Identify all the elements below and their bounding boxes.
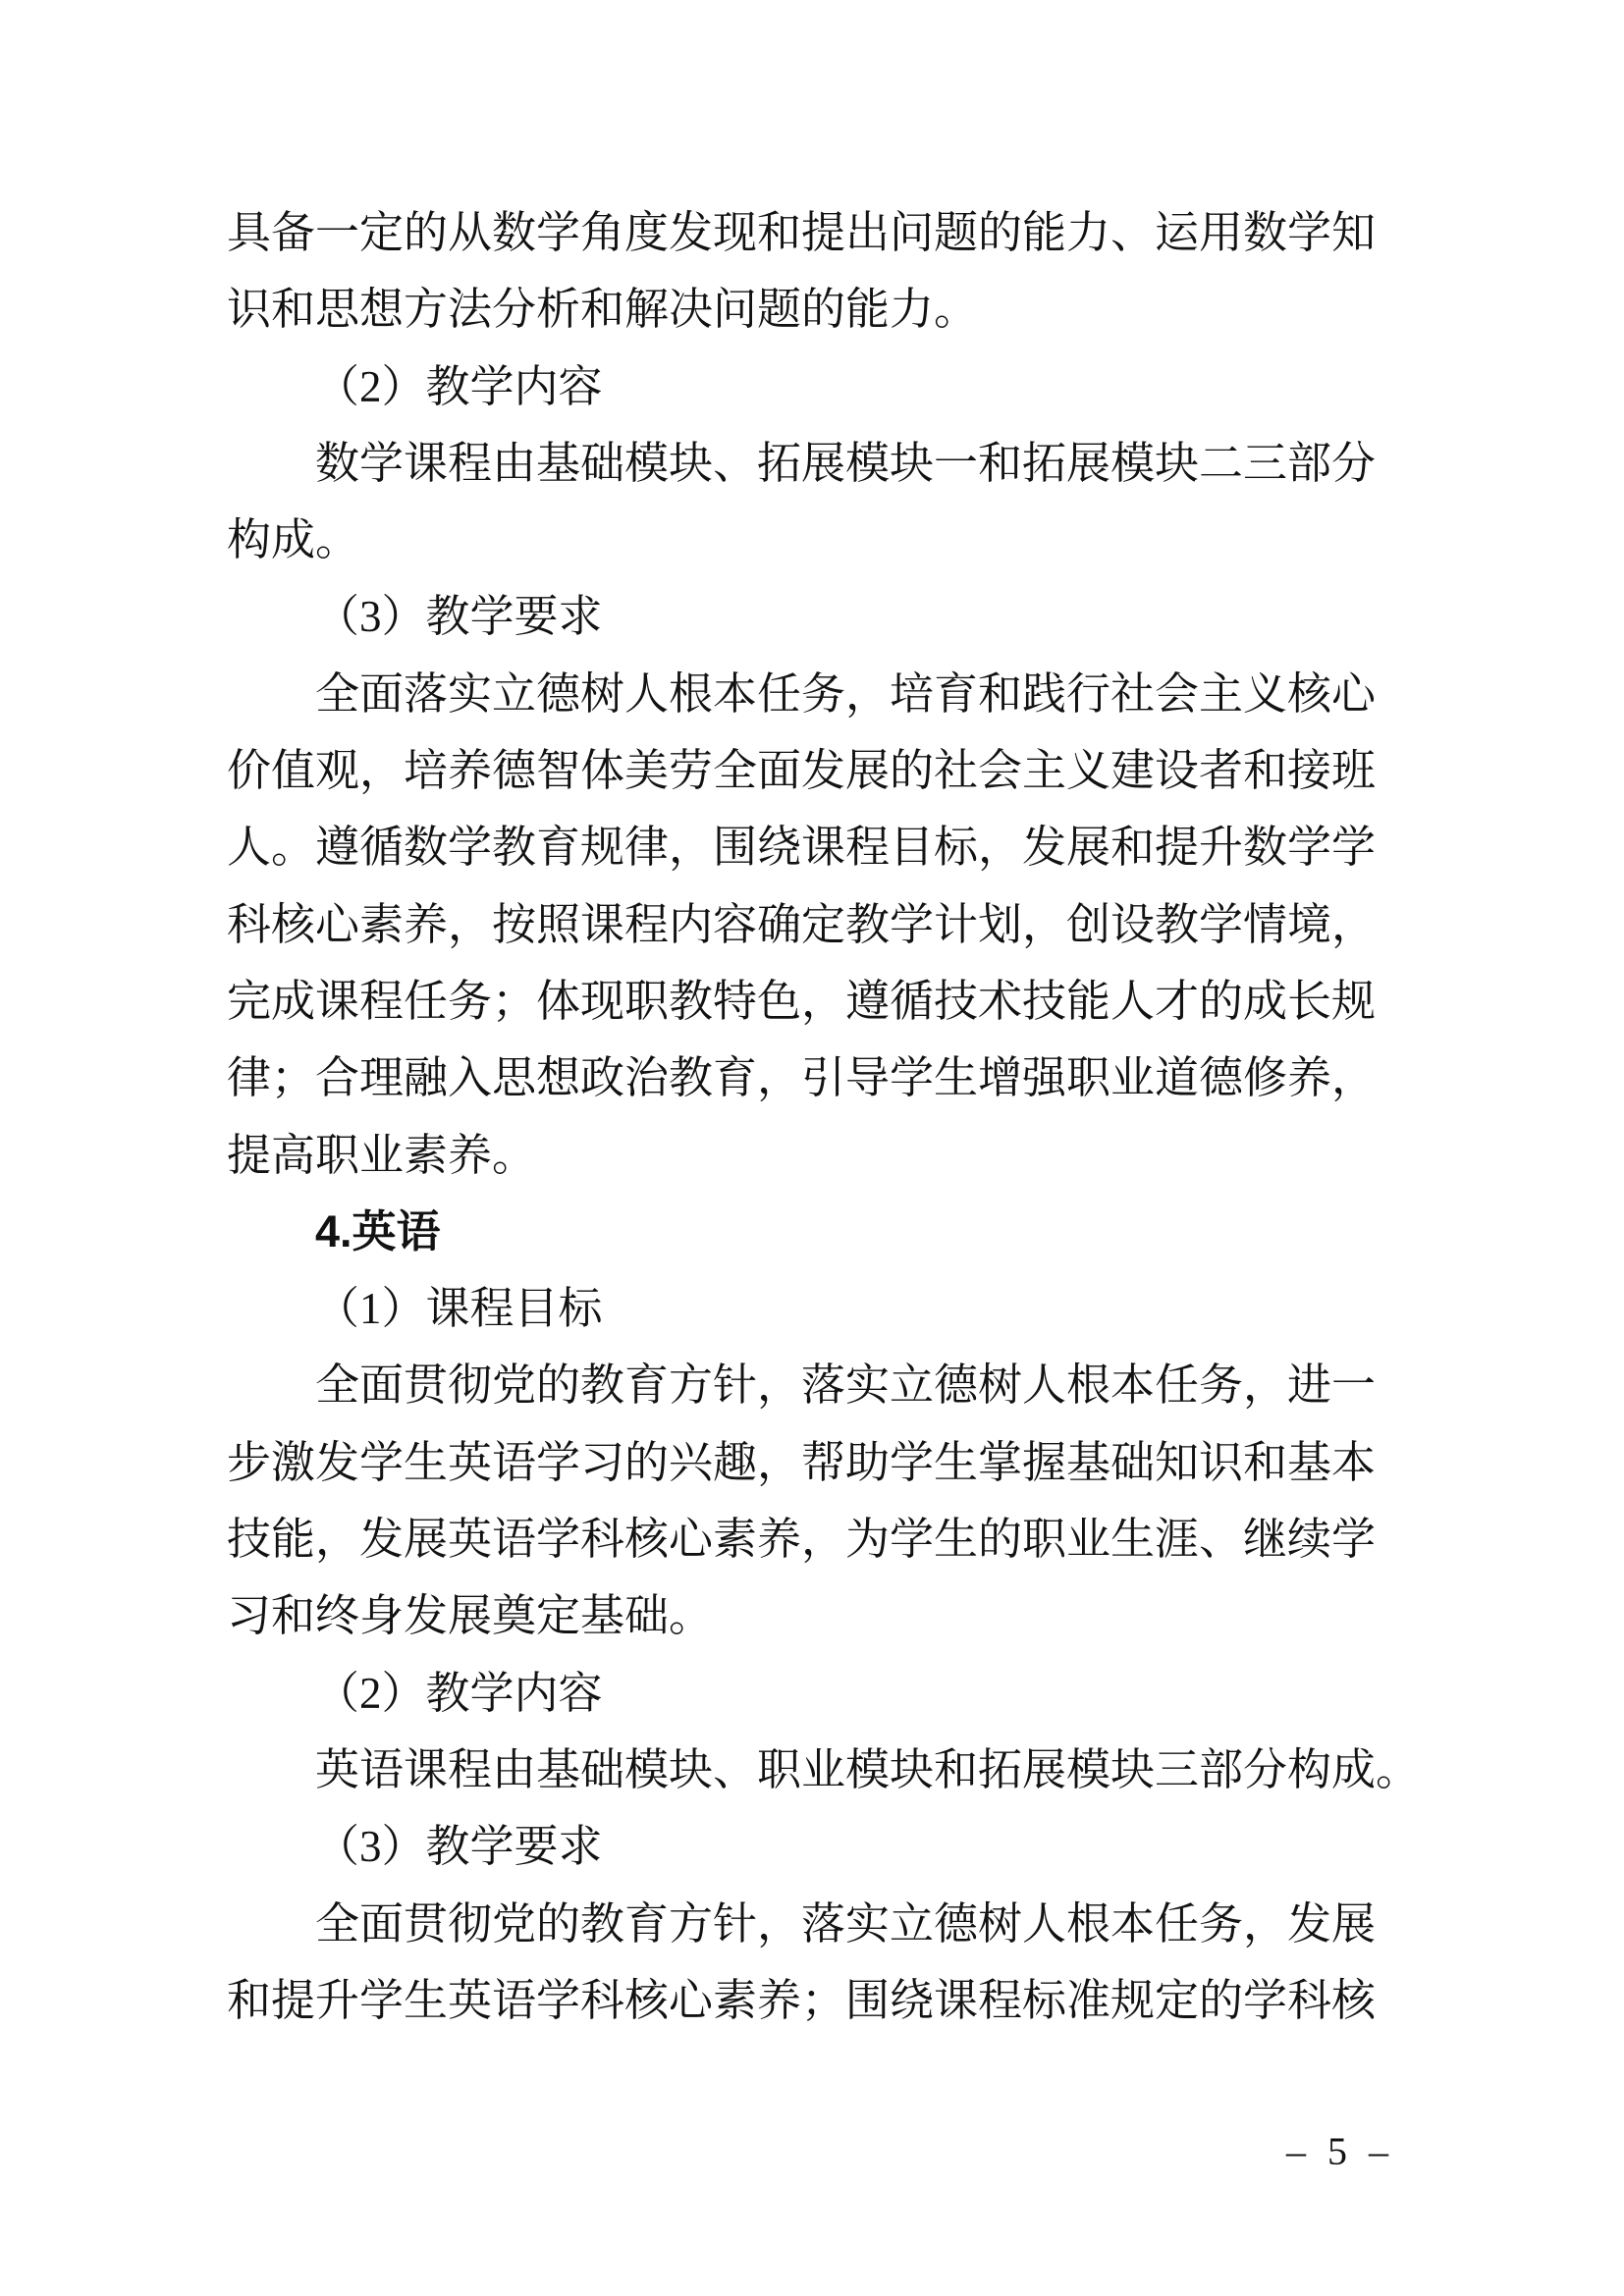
- text-line: 全面贯彻党的教育方针，落实立德树人根本任务，发展: [315, 1898, 1377, 1949]
- text-line: 技能，发展英语学科核心素养，为学生的职业生涯、继续学: [227, 1515, 1377, 1565]
- text-line: （3）教学要求: [315, 592, 603, 642]
- text-line: 律；合理融入思想政治教育，引导学生增强职业道德修养，: [227, 1053, 1377, 1103]
- text-line: 提高职业素养。: [227, 1130, 537, 1180]
- document-body: [227, 194, 1474, 2039]
- text-line: （2）教学内容: [315, 361, 603, 411]
- text-line: （1）课程目标: [315, 1284, 603, 1334]
- text-line: 数学课程由基础模块、拓展模块一和拓展模块二三部分: [315, 438, 1377, 488]
- text-line: 人。遵循数学教育规律，围绕课程目标，发展和提升数学学: [227, 823, 1377, 873]
- text-line: 步激发学生英语学习的兴趣，帮助学生掌握基础知识和基本: [227, 1437, 1377, 1487]
- text-line: 价值观，培养德智体美劳全面发展的社会主义建设者和接班: [227, 746, 1377, 796]
- text-line: 英语课程由基础模块、职业模块和拓展模块三部分构成。: [315, 1744, 1421, 1794]
- page-number: – 5 –: [1286, 2129, 1394, 2173]
- text-line: 构成。: [227, 515, 360, 565]
- text-line: 和提升学生英语学科核心素养；围绕课程标准规定的学科核: [227, 1975, 1377, 2025]
- section-heading: 4.英语: [315, 1205, 441, 1256]
- text-line: 全面落实立德树人根本任务，培育和践行社会主义核心: [315, 668, 1377, 719]
- text-line: 识和思想方法分析和解决问题的能力。: [227, 285, 979, 335]
- text-line: 完成课程任务；体现职教特色，遵循技术技能人才的成长规: [227, 976, 1377, 1026]
- text-line: 具备一定的从数学角度发现和提出问题的能力、运用数学知: [227, 208, 1377, 257]
- text-line: 全面贯彻党的教育方针，落实立德树人根本任务，进一: [315, 1361, 1377, 1411]
- text-line: （2）教学内容: [315, 1668, 603, 1718]
- text-line: 科核心素养，按照课程内容确定教学计划，创设教学情境，: [227, 899, 1377, 949]
- text-line: （3）教学要求: [315, 1822, 603, 1872]
- text-line: 习和终身发展奠定基础。: [227, 1591, 714, 1641]
